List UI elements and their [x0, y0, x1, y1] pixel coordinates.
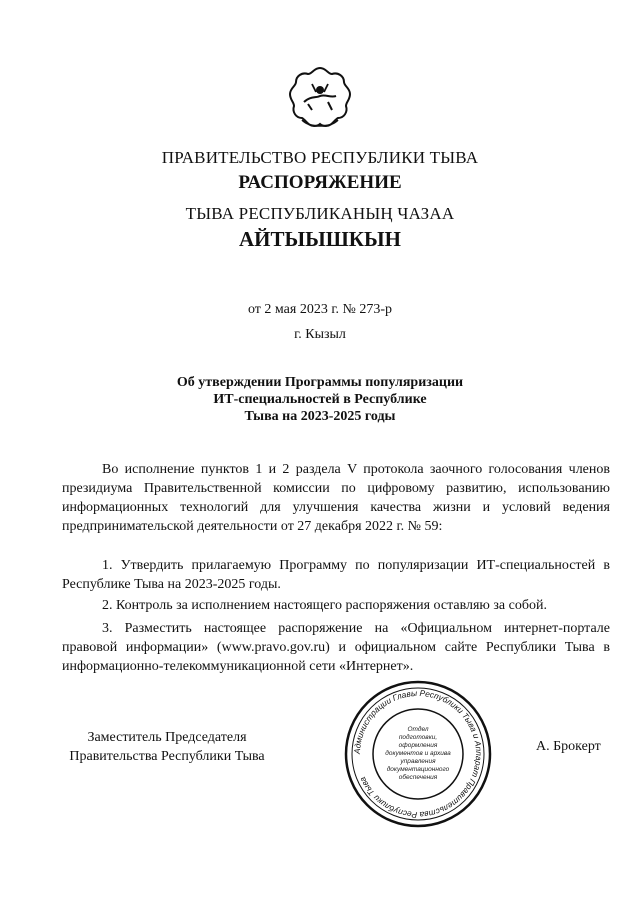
- signatory-name: А. Брокерт: [536, 739, 601, 754]
- emblem-icon: [282, 62, 358, 138]
- item-2-paragraph: 2. Контроль за исполнением настоящего распоряжения оставляю за собой.: [102, 598, 547, 613]
- seal-line: Отдел: [407, 726, 429, 733]
- position-line: Правительства Республики Тыва: [69, 749, 265, 764]
- government-name-tyvan: ТЫВА РЕСПУБЛИКАНЫҢ ЧАЗАА: [185, 204, 455, 223]
- government-name: ПРАВИТЕЛЬСТВО РЕСПУБЛИКИ ТЫВА: [161, 148, 479, 167]
- seal-line: подготовки,: [398, 734, 438, 741]
- title-line: Об утверждении Программы популяризации: [176, 375, 464, 390]
- seal-line: управления: [400, 758, 436, 765]
- seal-ring-text: Администрации Главы Республики Тыва и Аппарат Правительства Республики Тыва: [351, 687, 485, 821]
- item-3-paragraph: 3. Разместить настоящее распоряжение на «Официальном интернет-портале правовой информации» (www.pravo.gov.ru) и официальном сайте Республики Тыва в информационно-телекоммуникационной сети «Интернет».: [62, 621, 610, 674]
- document-city: г. Кызыл: [294, 327, 346, 342]
- seal-line: оформления: [398, 742, 438, 749]
- document-date-number: от 2 мая 2023 г. № 273-р: [247, 302, 393, 317]
- position-line: Заместитель Председателя: [87, 730, 247, 745]
- signatory-position: [60, 728, 274, 766]
- title-line: ИТ-специальностей в Республике: [213, 392, 427, 407]
- seal-line: обеспечения: [398, 774, 438, 781]
- document-title: [0, 374, 640, 425]
- intro-paragraph: Во исполнение пунктов 1 и 2 раздела V протокола заочного голосования членов президиума Правительственной комиссии по цифровому развитию, использованию информационных технологий для улучшения качества жизни и условий ведения предпринимательской деятельности от 27 декабря 2022 г. № 59:: [62, 462, 610, 534]
- official-seal: [344, 680, 492, 828]
- item-1-paragraph: 1. Утвердить прилагаемую Программу по популяризации ИТ-специальностей в Республике Тыва на 2023-2025 годы.: [62, 558, 610, 592]
- document-type-tyvan: АЙТЫЫШКЫН: [239, 227, 401, 251]
- title-line: Тыва на 2023-2025 годы: [244, 409, 396, 424]
- seal-line: документационного: [386, 766, 450, 773]
- seal-line: документов и архива: [385, 750, 451, 757]
- tuva-emblem: [282, 62, 358, 138]
- document-type: РАСПОРЯЖЕНИЕ: [238, 172, 402, 193]
- seal-inner-text: [378, 714, 458, 794]
